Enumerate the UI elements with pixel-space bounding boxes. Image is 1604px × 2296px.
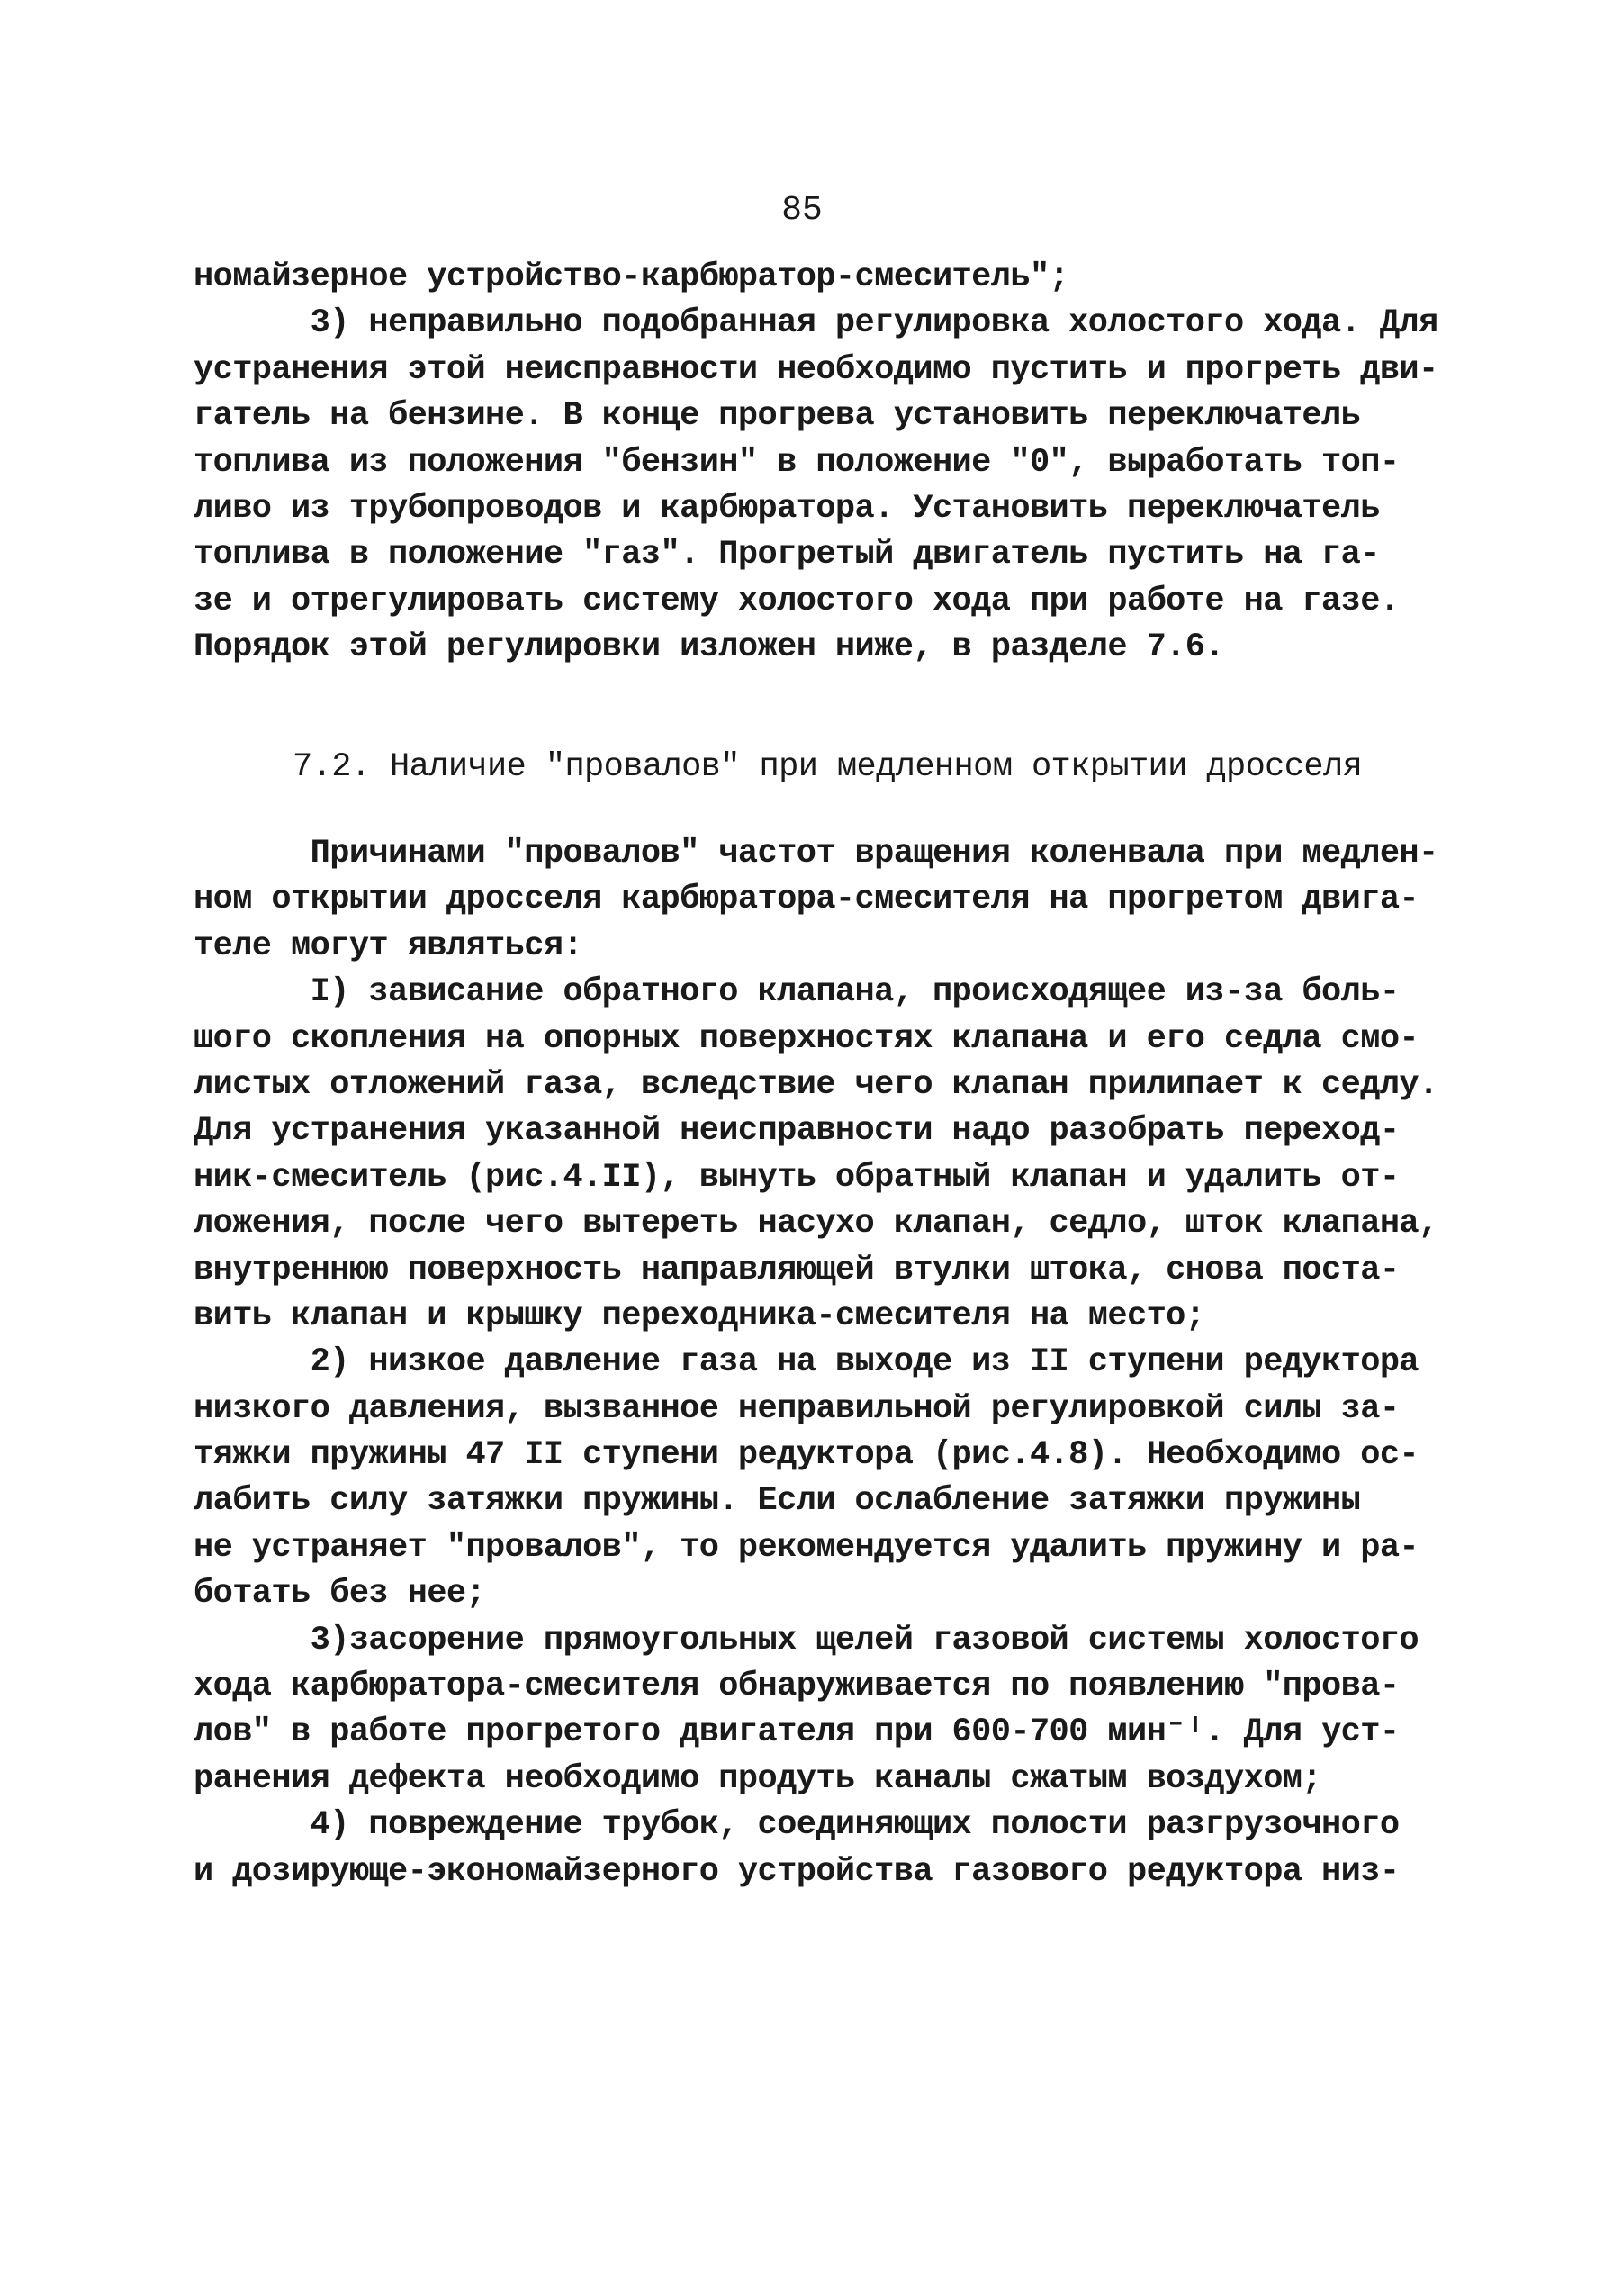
text-line: устранения этой неисправности необходимо пустить и прогреть дви-: [194, 350, 1438, 389]
page-number: 85: [781, 191, 823, 230]
top-paragraph: [194, 255, 1438, 672]
text-line: теле могут являться:: [194, 927, 583, 965]
text-line: ливо из трубопроводов и карбюратора. Установить переключатель: [194, 489, 1380, 528]
text-line: нoмайзерное устройство-карбюратор-смеситель";: [194, 258, 1069, 296]
text-line: 3) неправильно подобранная регулировка холостого хода. Для: [194, 304, 1438, 343]
text-line: I) зависание обратного клапана, происходящее из-за боль-: [194, 973, 1400, 1012]
text-line: гатель на бензине. В конце прогрева установить переключатель: [194, 397, 1361, 436]
text-line: и дозирующе-экономайзерного устройства газового редуктора низ-: [194, 1852, 1400, 1891]
text-line: 4) повреждение трубок, соединяющих полости разгрузочного: [194, 1806, 1400, 1845]
text-line: Порядок этой регулировки изложен ниже, в разделе 7.6.: [194, 628, 1224, 667]
text-line: зе и отрегулировать систему холостого хода при работе на газе.: [194, 582, 1400, 620]
text-line: Причинами "провалов" частот вращения коленвала при медлен-: [194, 835, 1438, 872]
text-line: 3)засорение прямоугольных щелей газовой системы холостого: [194, 1621, 1419, 1659]
text-line: внутреннюю поверхность направляющей втулки штока, снова поста-: [194, 1251, 1400, 1289]
text-line: ложения, после чего вытереть насухо клапан, седло, шток клапана,: [194, 1205, 1438, 1243]
text-line: Для устранения указанной неисправности надо разобрать переход-: [194, 1112, 1400, 1151]
section-heading: 7.2. Наличие "провалов" при медленном открытии дросселя: [293, 748, 1363, 786]
text-line: ном открытии дросселя карбюратора-смесителя на прогретом двига-: [194, 881, 1419, 919]
text-line: не устраняет "провалов", то рекомендуется удалить пружину и ра-: [194, 1528, 1419, 1567]
body-paragraph: [194, 831, 1438, 1895]
text-line: шого скопления на опорных поверхностях клапана и его седла смо-: [194, 1019, 1419, 1058]
text-line: ник-смеситель (рис.4.II), вынуть обратный клапан и удалить от-: [194, 1158, 1400, 1197]
text-line: топлива из положения "бензин" в положение "0", выработать топ-: [194, 443, 1400, 482]
text-line: 2) низкое давление газа на выходе из II ступени редуктора: [194, 1343, 1419, 1382]
text-line: ботать без нее;: [194, 1575, 486, 1614]
text-line: топлива в положение "газ". Прогретый двигатель пустить на га-: [194, 536, 1380, 574]
text-line: низкого давления, вызванное неправильной регулировкой силы за-: [194, 1389, 1400, 1428]
text-line: хода карбюратора-смесителя обнаруживается по появлению "прова-: [194, 1668, 1400, 1706]
text-line: листых отложений газа, вследствие чего клапан прилипает к седлу.: [194, 1065, 1438, 1104]
text-line: ранения дефекта необходимо продуть каналы сжатым воздухом;: [194, 1759, 1322, 1798]
text-line: лабить силу затяжки пружины. Если ослабление затяжки пружины: [194, 1482, 1361, 1521]
text-line: тяжки пружины 47 II ступени редуктора (рис.4.8). Необходимо ос-: [194, 1436, 1419, 1475]
text-line: лов" в работе прогретого двигателя при 600-700 мин⁻ᴵ. Для уст-: [194, 1713, 1400, 1752]
text-line: вить клапан и крышку переходника-смесителя на место;: [194, 1297, 1205, 1335]
